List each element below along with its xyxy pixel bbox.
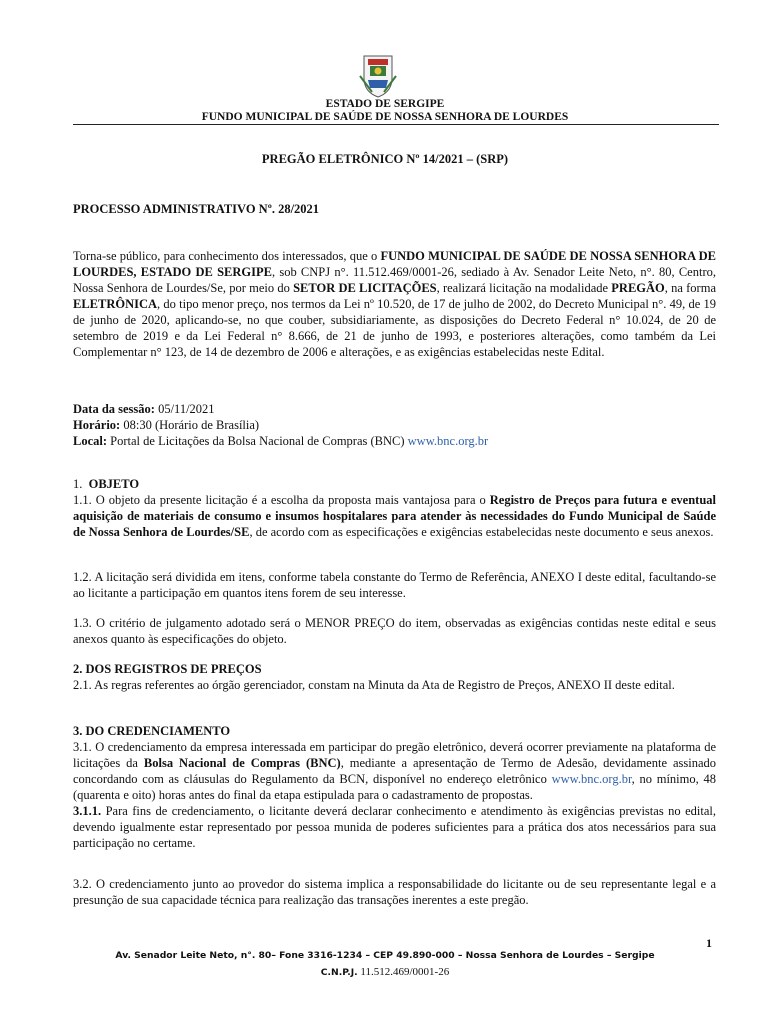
document-title: PREGÃO ELETRÔNICO Nº 14/2021 – (SRP) xyxy=(261,152,509,166)
session-info xyxy=(73,401,716,449)
section-3 xyxy=(73,723,716,851)
section-3-heading: 3. DO CREDENCIAMENTO xyxy=(73,724,231,738)
paragraph-3-2: 3.2. O credenciamento junto ao provedor do sistema implica a responsabilidade do licitante ou de seu representante legal e a presunção de sua capacidade técnica para realização das transações inerentes a este pregão. xyxy=(73,877,716,907)
process-number: PROCESSO ADMINISTRATIVO Nº. 28/2021 xyxy=(73,202,320,216)
page-number: 1 xyxy=(706,936,712,950)
municipal-crest-logo xyxy=(358,54,398,98)
section-2-heading: 2. DOS REGISTROS DE PREÇOS xyxy=(73,662,262,676)
intro-paragraph: Torna-se público, para conhecimento dos interessados, que o FUNDO MUNICIPAL DE SAÚDE DE NOSSA SENHORA DE LOURDES, ESTADO DE SERGIPE, sob CNPJ n°. 11.512.469/0001-26, sediado à Av. Senador Leite Neto, n°. 80, Centro, Nossa Senhora de Lourdes/Se, por meio do SETOR DE LICITAÇÕES, realizará licitação na modalidade PREGÃO, na forma ELETRÔNICA, do tipo menor preço, nos termos da Lei nº 10.520, de 17 de julho de 2002, do Decreto Municipal n°. 49, de 19 de junho de 2020, aplicando-se, no que couber, subsidiariamente, as disposições do Decreto Federal n° 10.024, de 20 de setembro de 2019 e da Lei Federal n° 8.666, de 21 de junho de 1993, e posteriores alterações, como também da Lei Complementar n° 123, de 14 de dezembro de 2006 e alterações, e as exigências estabelecidas neste Edital. xyxy=(73,249,717,359)
session-time: Horário: 08:30 (Horário de Brasília) xyxy=(73,418,260,432)
section-1 xyxy=(73,476,716,540)
paragraph-3-1: 3.1. O credenciamento da empresa interessada em participar do pregão eletrônico, deverá ocorrer previamente na plataforma de licitações da Bolsa Nacional de Compras (BNC), mediante a apresentação de Termo de Adesão, devidamente assinado concordando com as cláusulas do Regulamento da BCN, disponível no endereço eletrônico www.bnc.org.br, no mínimo, 48 (quarenta e oito) horas antes do final da etapa estipulada para o cadastramento de propostas. xyxy=(73,740,716,802)
bnc-link[interactable]: www.bnc.org.br xyxy=(407,434,489,448)
header-state: ESTADO DE SERGIPE xyxy=(325,98,445,110)
header-organization: FUNDO MUNICIPAL DE SAÚDE DE NOSSA SENHORA DE LOURDES xyxy=(201,111,569,123)
paragraph-2-1: 2.1. As regras referentes ao órgão gerenciador, constam na Minuta da Ata de Registro de Preços, ANEXO II deste edital. xyxy=(73,678,675,692)
footer-cnpj: C.N.P.J. 11.512.469/0001-26 xyxy=(320,966,450,978)
section-2 xyxy=(73,661,716,693)
header-divider xyxy=(73,124,719,125)
footer-address: Av. Senador Leite Neto, n°. 80– Fone 3316-1234 – CEP 49.890-000 – Nossa Senhora de Lourdes – Sergipe xyxy=(115,950,655,961)
section-1-heading: 1. OBJETO xyxy=(73,477,140,491)
paragraph-1-1: 1.1. O objeto da presente licitação é a escolha da proposta mais vantajosa para o Registro de Preços para futura e eventual aquisição de materiais de consumo e insumos hospitalares para atender às necessidades do Fundo Municipal de Saúde de Nossa Senhora de Lourdes/SE, de acordo com as especificações e exigências estabelecidas neste documento e seus anexos. xyxy=(73,493,717,539)
session-date: Data da sessão: 05/11/2021 xyxy=(73,402,215,416)
paragraph-1-2: 1.2. A licitação será dividida em itens, conforme tabela constante do Termo de Referência, ANEXO I deste edital, facultando-se ao licitante a participação em quantos itens forem de seu interesse. xyxy=(73,570,716,600)
session-location: Local: Portal de Licitações da Bolsa Nacional de Compras (BNC) www.bnc.org.br xyxy=(73,434,489,448)
paragraph-1-3: 1.3. O critério de julgamento adotado será o MENOR PREÇO do item, observadas as exigências contidas neste edital e seus anexos quanto às especificações do objeto. xyxy=(73,616,716,646)
bnc-link-2[interactable]: www.bnc.org.br xyxy=(551,772,632,786)
paragraph-3-1-1: 3.1.1. Para fins de credenciamento, o licitante deverá declarar conhecimento e atendimento às exigências previstas no edital, devendo igualmente estar representado por pessoa munida de poderes suficientes para a prática dos atos necessários para sua participação no certame. xyxy=(73,804,716,850)
